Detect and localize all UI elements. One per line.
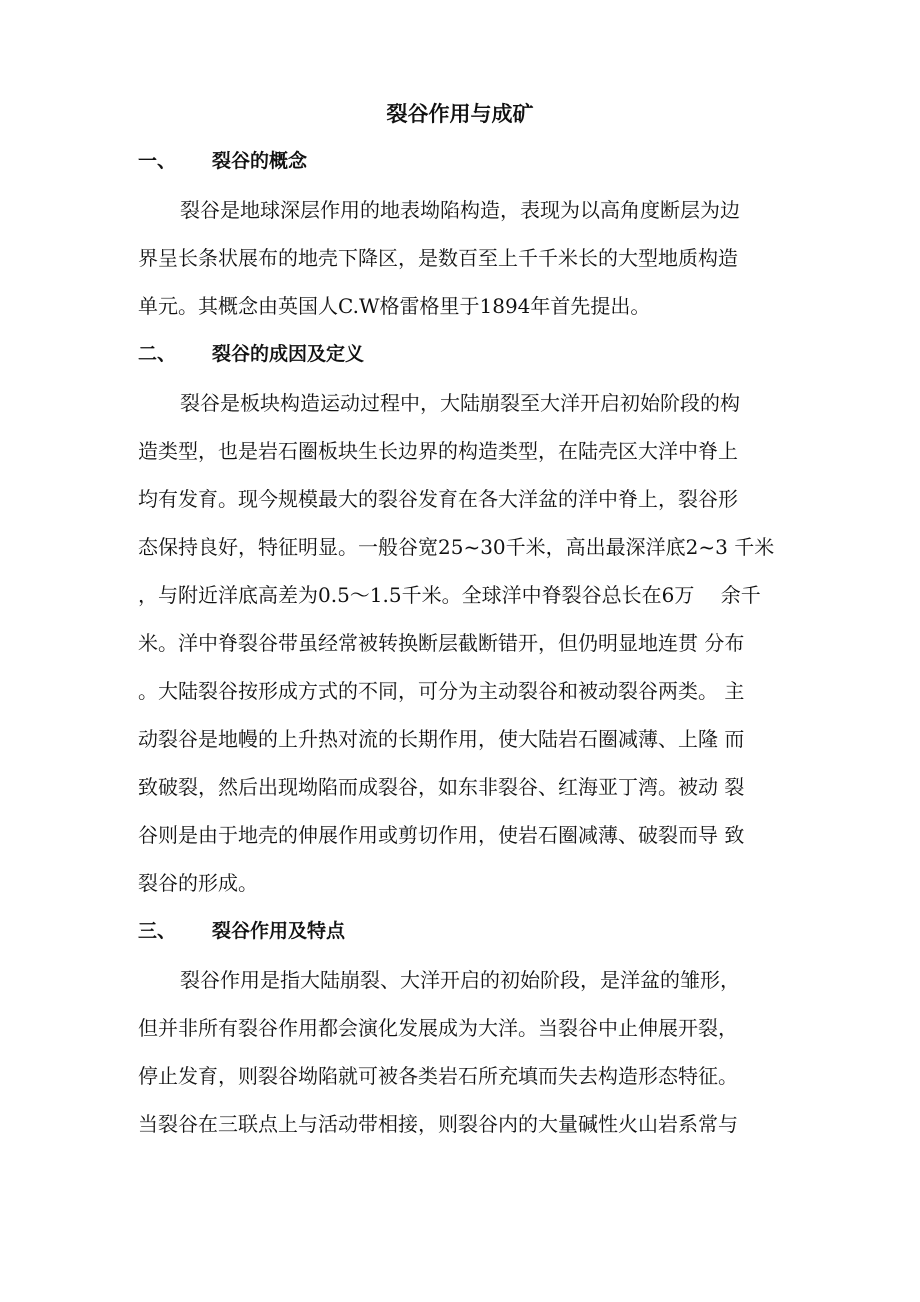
section-number: 二、 <box>138 343 177 365</box>
section-title: 裂谷作用及特点 <box>212 920 346 942</box>
document-title: 裂谷作用与成矿 <box>386 102 534 126</box>
paragraph-line: 界呈长条状展布的地壳下降区，是数百至上千千米长的大型地质构造 <box>138 246 738 270</box>
section-number: 三、 <box>138 920 177 942</box>
paragraph-line: 米。洋中脊裂谷带虽经常被转换断层截断错开，但仍明显地连贯 分布 <box>138 631 745 655</box>
section-title: 裂谷的概念 <box>212 150 308 172</box>
paragraph-line: 单元。其概念由英国人C.W格雷格里于1894年首先提出。 <box>138 294 651 318</box>
paragraph-line: 停止发育，则裂谷坳陷就可被各类岩石所充填而失去构造形态特征。 <box>138 1064 738 1088</box>
paragraph-line: 裂谷的形成。 <box>138 871 258 895</box>
paragraph-line: 动裂谷是地幔的上升热对流的长期作用，使大陆岩石圈减薄、上隆 而 <box>138 727 745 751</box>
paragraph-line: 裂谷是地球深层作用的地表坳陷构造，表现为以高角度断层为边 <box>180 198 740 222</box>
paragraph-line: 但并非所有裂谷作用都会演化发展成为大洋。当裂谷中止伸展开裂， <box>138 1016 738 1040</box>
section-heading-3 <box>138 916 345 946</box>
paragraph-line: 当裂谷在三联点上与活动带相接，则裂谷内的大量碱性火山岩系常与 <box>138 1112 738 1136</box>
section-title: 裂谷的成因及定义 <box>212 343 365 365</box>
paragraph-line: 裂谷是板块构造运动过程中，大陆崩裂至大洋开启初始阶段的构 <box>180 391 740 415</box>
paragraph-line: ，与附近洋底高差为0.5～1.5千米。全球洋中脊裂谷总长在6万 余千 <box>138 583 761 607</box>
section-paragraph-2 <box>138 379 798 907</box>
section-paragraph-1 <box>138 186 798 330</box>
paragraph-line: 造类型，也是岩石圈板块生长边界的构造类型，在陆壳区大洋中脊上 <box>138 439 738 463</box>
paragraph-line: 态保持良好，特征明显。一般谷宽25~30千米，高出最深洋底2~3 千米 <box>138 535 775 559</box>
paragraph-line: 。大陆裂谷按形成方式的不同，可分为主动裂谷和被动裂谷两类。 主 <box>138 679 745 703</box>
section-heading-1 <box>138 146 307 176</box>
paragraph-line: 致破裂，然后出现坳陷而成裂谷，如东非裂谷、红海亚丁湾。被动 裂 <box>138 775 745 799</box>
section-paragraph-3 <box>138 956 798 1148</box>
section-heading-2 <box>138 339 364 369</box>
paragraph-line: 谷则是由于地壳的伸展作用或剪切作用，使岩石圈减薄、破裂而导 致 <box>138 823 745 847</box>
paragraph-line: 均有发育。现今规模最大的裂谷发育在各大洋盆的洋中脊上，裂谷形 <box>138 487 738 511</box>
section-number: 一、 <box>138 150 177 172</box>
paragraph-line: 裂谷作用是指大陆崩裂、大洋开启的初始阶段，是洋盆的雏形， <box>180 968 740 992</box>
